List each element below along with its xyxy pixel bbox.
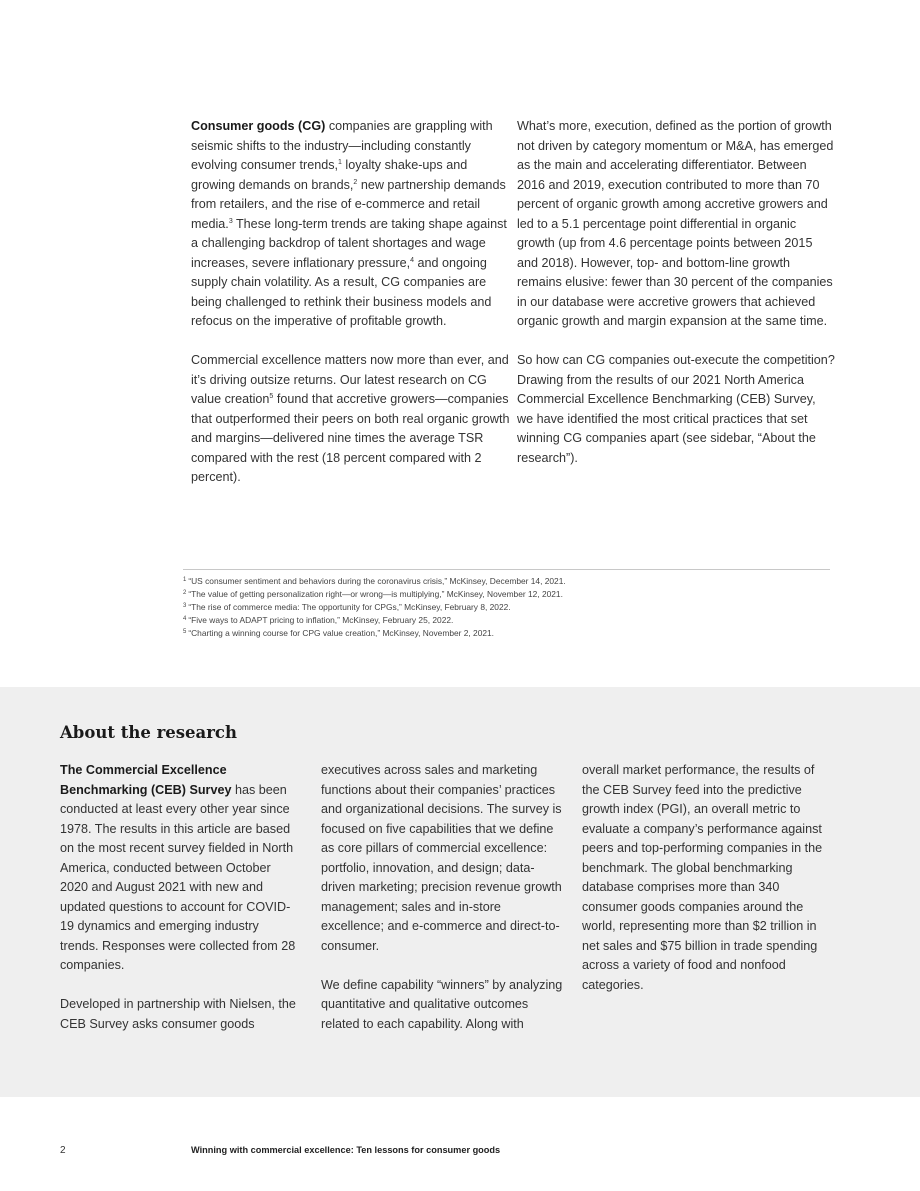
body-paragraph: What’s more, execution, defined as the portion of growth not driven by category momentum or M&A, has emerged as the main and accelerating differentiator. Between 2016 and 2019, execution contributed to more than 70 percent of organic growth among accretive growers and led to a 5.1 percentage point differential in organic growth (up from 4.6 percentage points between 2015 and 2018). However, top- and bottom-line growth remains elusive: fewer than 30 percent of the companies in our database were accretive growers that achieved organic growth and margin expansion at the same time. bbox=[517, 119, 834, 328]
footnote-ref[interactable]: 3 bbox=[228, 217, 233, 225]
sidebar-lead-in: The Commercial Excellence Benchmarking (CEB) Survey bbox=[60, 763, 232, 797]
sidebar-paragraph: The Commercial Excellence Benchmarking (CEB) Survey has been conducted at least every other year since 1978. The results in this article are based on the most recent survey fielded in North America, conducted between October 2020 and August 2021 with new and updated questions to account for COVID-19 dynamics and emerging industry trends. Responses were collected from 28 companies. bbox=[60, 763, 296, 972]
footnote-ref[interactable]: 1 bbox=[338, 159, 342, 166]
sidebar-paragraph: overall market performance, the results of the CEB Survey feed into the predictive growth index (PGI), an overall metric to evaluate a company’s performance against peers and top-performing companies in the benchmark. The global benchmarking database comprises more than 340 consumer goods companies around the world, representing more than $2 trillion in net sales and $75 billion in trade spending across a variety of food and nonfood categories. bbox=[582, 763, 823, 992]
footnote: $^3$ “The rise of commerce media: The opportunity for CPGs,” McKinsey, February 8, 2022. bbox=[183, 602, 511, 612]
sidebar-paragraph: executives across sales and marketing functions about their companies’ practices and organizational decisions. The survey is focused on five capabilities that we define as core pillars of commercial excellence: portfolio, innovation, and design; data-driven marketing; precision revenue growth management; sales and in-store excellence; and e-commerce and direct-to-consumer. bbox=[321, 763, 562, 953]
body-paragraph: Consumer goods (CG) companies are grappling with seismic shifts to the industry—including constantly evolving consumer trends,$^1$ loyalty shake-ups and growing demands on brands,$^2$ new partnership demands from retailers, and the rise of e-commerce and retail media.$^3$ These long-term trends are taking shape against a challenging backdrop of talent shortages and wage increases, severe inflationary pressure,$^4$ and ongoing supply chain volatility. As a result, CG companies are being challenged to rethink their business models and refocus on the imperative of profitable growth. bbox=[191, 119, 507, 328]
lead-in-bold: Consumer goods (CG) bbox=[191, 119, 326, 133]
footnote-ref[interactable]: 4 bbox=[410, 256, 414, 264]
footnote: $^5$ “Charting a winning course for CPG value creation,” McKinsey, November 2, 2021. bbox=[183, 628, 495, 638]
footnote-ref[interactable]: 2 bbox=[353, 178, 358, 186]
footnote-ref[interactable]: 5 bbox=[269, 393, 274, 400]
sidebar-paragraph: Developed in partnership with Nielsen, the CEB Survey asks consumer goods bbox=[60, 997, 296, 1031]
sidebar-column-3 bbox=[582, 761, 828, 995]
footnote-divider bbox=[183, 569, 830, 570]
body-column-right bbox=[517, 117, 835, 468]
footnotes bbox=[183, 575, 833, 640]
body-paragraph: So how can CG companies out-execute the competition? Drawing from the results of our 2021 North America Commercial Excellence Benchmarking (CEB) Survey, we have identified the most critical practices that set winning CG companies apart (see sidebar, “About the research”). bbox=[517, 353, 835, 465]
footnote: $^4$ “Five ways to ADAPT pricing to inflation,” McKinsey, February 25, 2022. bbox=[183, 615, 454, 625]
footnote: $^2$ “The value of getting personalization right—or wrong—is multiplying,” McKinsey, November 12, 2021. bbox=[183, 589, 563, 599]
about-research-sidebar bbox=[0, 687, 920, 1097]
sidebar-paragraph: We define capability “winners” by analyzing quantitative and qualitative outcomes related to each capability. Along with bbox=[321, 977, 563, 1031]
sidebar-column-1 bbox=[60, 761, 296, 1034]
body-paragraph: Commercial excellence matters now more than ever, and it’s driving outsize returns. Our latest research on CG value creation$^5$ found that accretive growers—companies that outperformed their peers on both real organic growth and margins—delivered nine times the average TSR compared with the rest (18 percent compared with 2 percent). bbox=[191, 353, 510, 484]
body-column-left bbox=[191, 117, 511, 488]
sidebar-column-2 bbox=[321, 761, 567, 1034]
running-title: Winning with commercial excellence: Ten lessons for consumer goods bbox=[191, 1145, 501, 1155]
page-number: 2 bbox=[60, 1145, 66, 1156]
sidebar-title: About the research bbox=[60, 723, 237, 742]
footnote: $^1$ “US consumer sentiment and behaviors during the coronavirus crisis,” McKinsey, December 14, 2021. bbox=[183, 576, 566, 586]
